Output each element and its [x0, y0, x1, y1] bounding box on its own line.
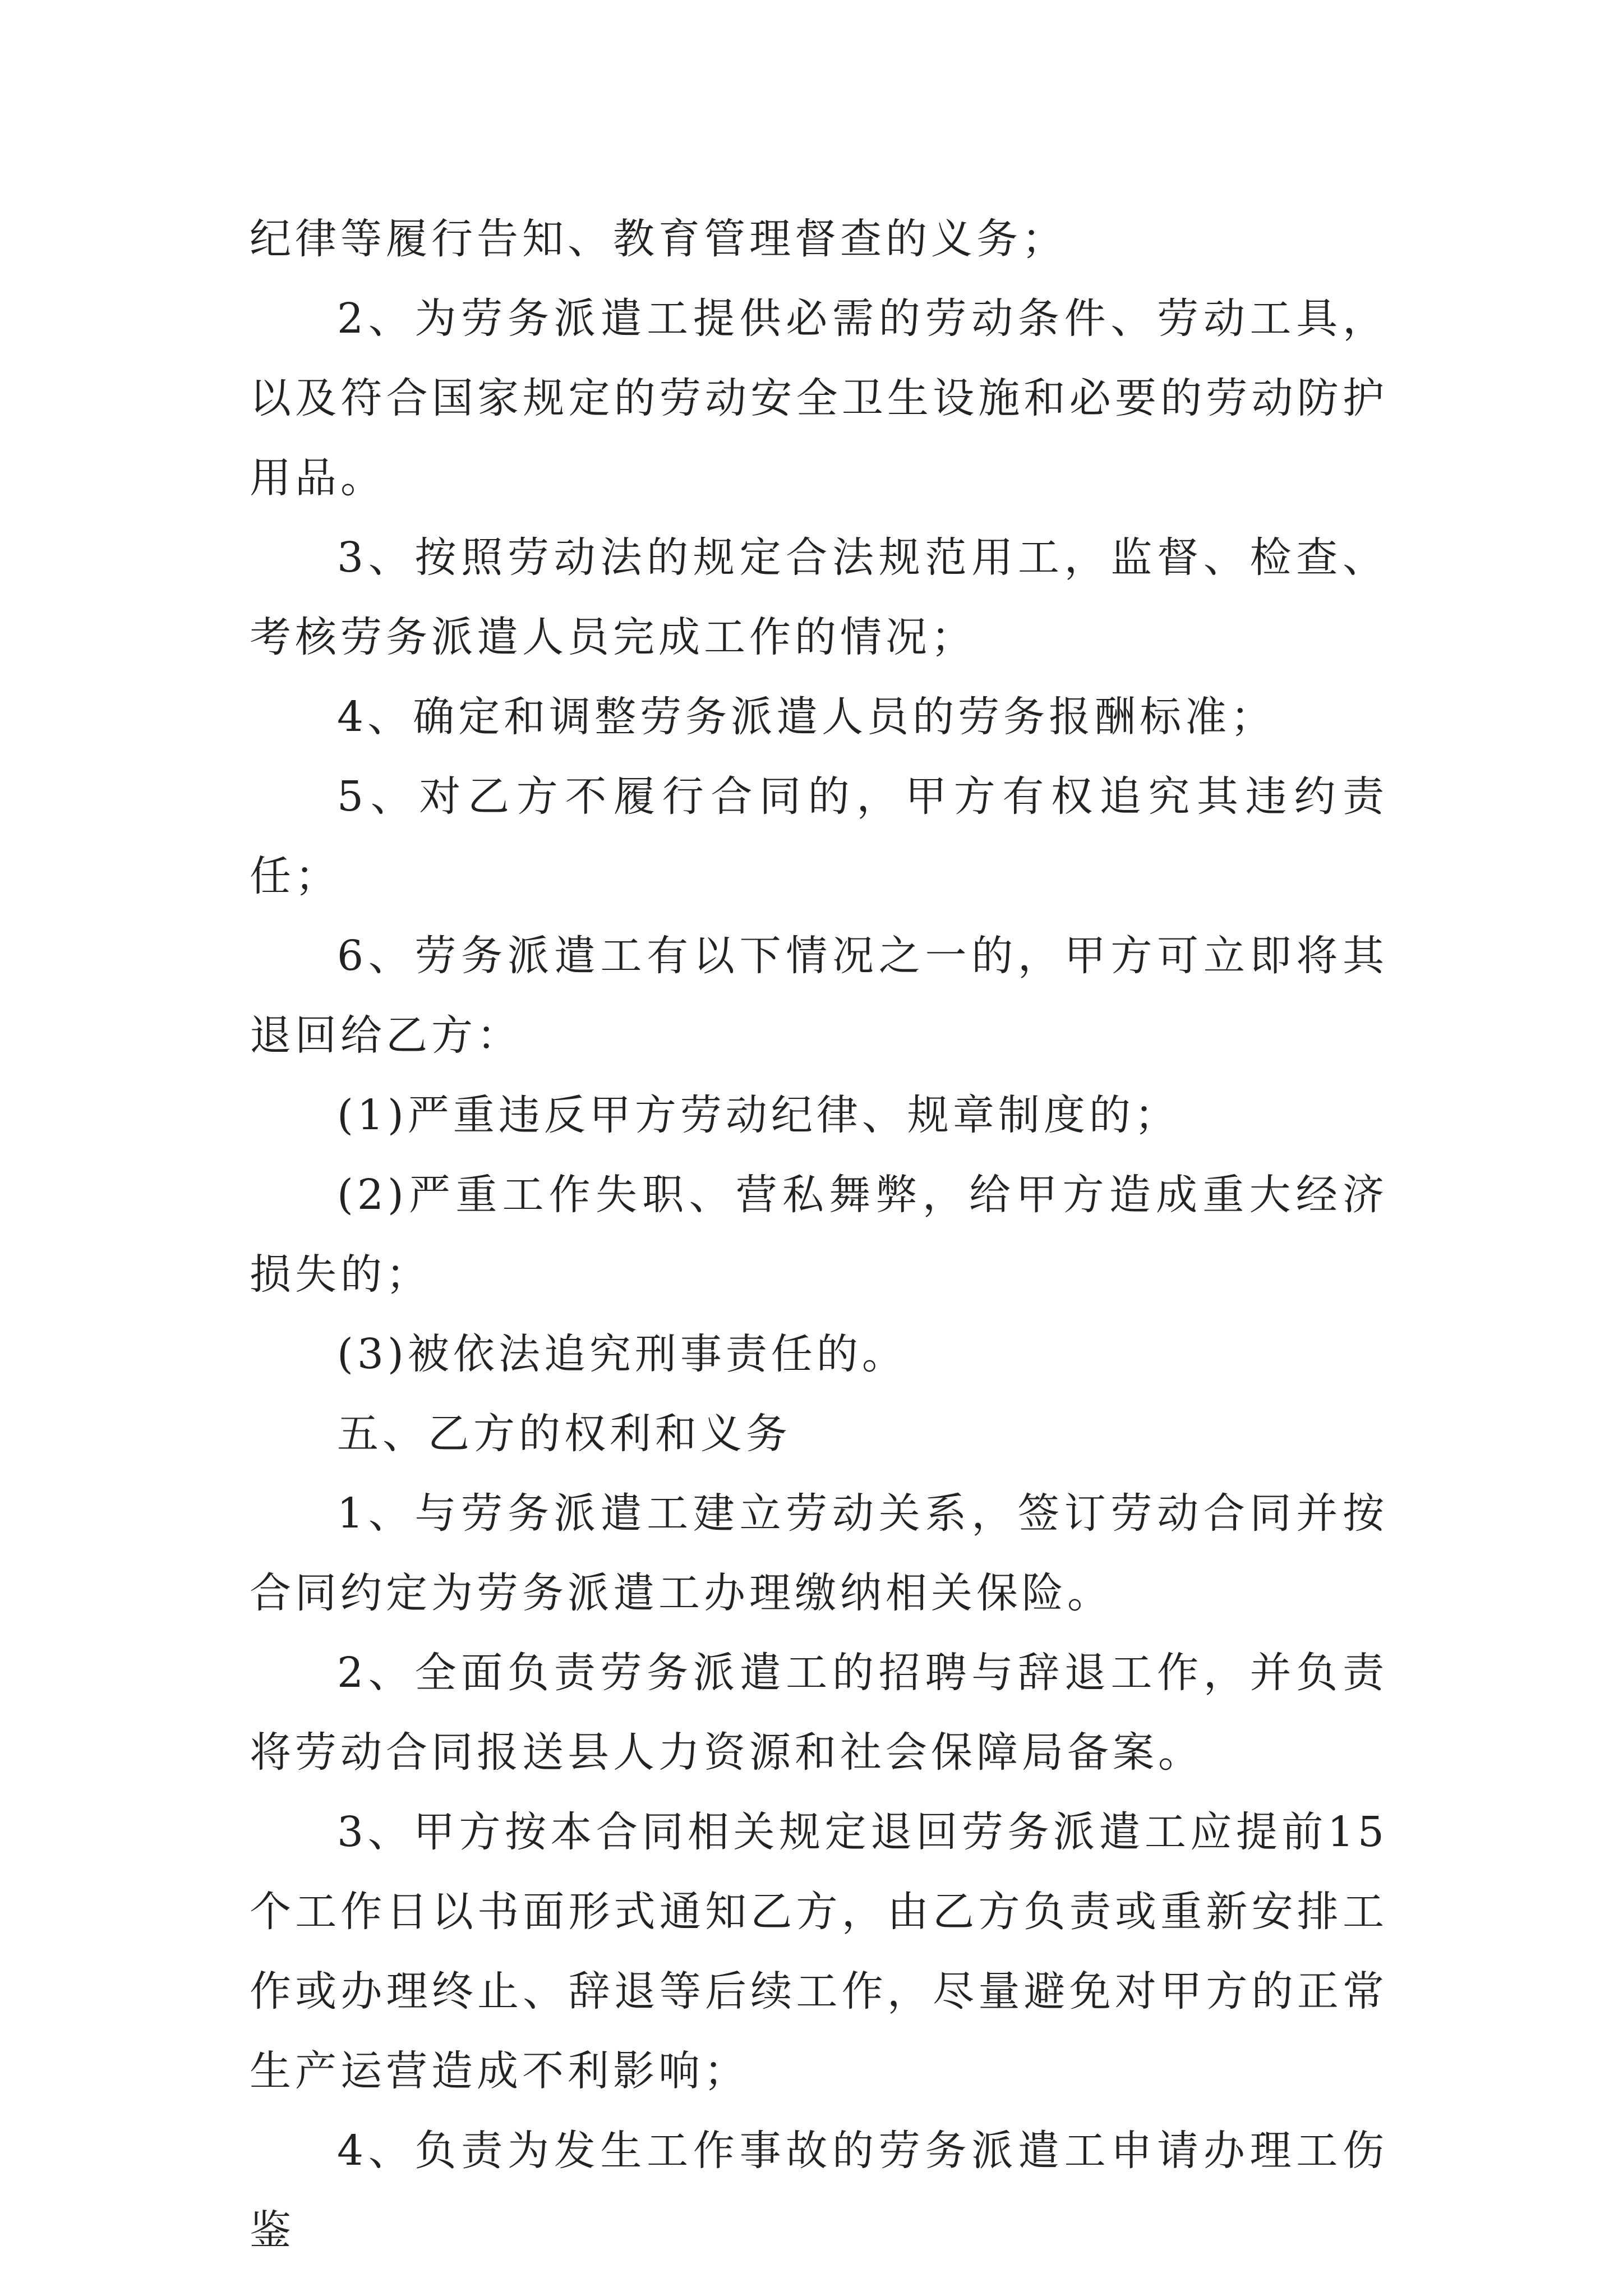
paragraph-b-item-1: 1、与劳务派遣工建立劳动关系，签订劳动合同并按合同约定为劳务派遣工办理缴纳相关保险。 — [250, 1489, 1388, 1617]
paragraph-continuation: 纪律等履行告知、教育管理督查的义务； — [250, 215, 1067, 263]
paragraph-item-2-labor-conditions: 2、为劳务派遣工提供必需的劳动条件、劳动工具，以及符合国家规定的劳动安全卫生设施和必要的劳动防护用品。 — [250, 295, 1388, 502]
paragraph-b-item-2: 2、全面负责劳务派遣工的招聘与辞退工作，并负责将劳动合同报送县人力资源和社会保障局备案。 — [250, 1649, 1388, 1777]
paragraph-item-4-remuneration: 4、确定和调整劳务派遣人员的劳务报酬标准； — [337, 693, 1276, 741]
paragraph-item-3-lawful-employment: 3、按照劳动法的规定合法规范用工，监督、检查、考核劳务派遣人员完成工作的情况； — [250, 533, 1388, 661]
paragraph-item-6-return-conditions: 6、劳务派遣工有以下情况之一的，甲方可立即将其退回给乙方： — [250, 932, 1388, 1060]
paragraph-subitem-1: (1)严重违反甲方劳动纪律、规章制度的； — [337, 1091, 1180, 1139]
paragraph-subitem-3: (3)被依法追究刑事责任的。 — [337, 1330, 907, 1378]
section-heading-party-b: 五、乙方的权利和义务 — [337, 1410, 791, 1458]
paragraph-item-5-breach-liability: 5、对乙方不履行合同的，甲方有权追究其违约责任； — [250, 772, 1388, 900]
paragraph-b-item-3: 3、甲方按本合同相关规定退回劳务派遣工应提前15个工作日以书面形式通知乙方，由乙方负责或重新安排工作或办理终止、辞退等后续工作，尽量避免对甲方的正常生产运营造成不利影响； — [250, 1808, 1388, 2095]
paragraph-b-item-4: 4、负责为发生工作事故的劳务派遣工申请办理工伤鉴 — [250, 2127, 1388, 2254]
paragraph-subitem-2: (2)严重工作失职、营私舞弊，给甲方造成重大经济损失的； — [250, 1171, 1388, 1299]
document-body — [250, 199, 1388, 2270]
